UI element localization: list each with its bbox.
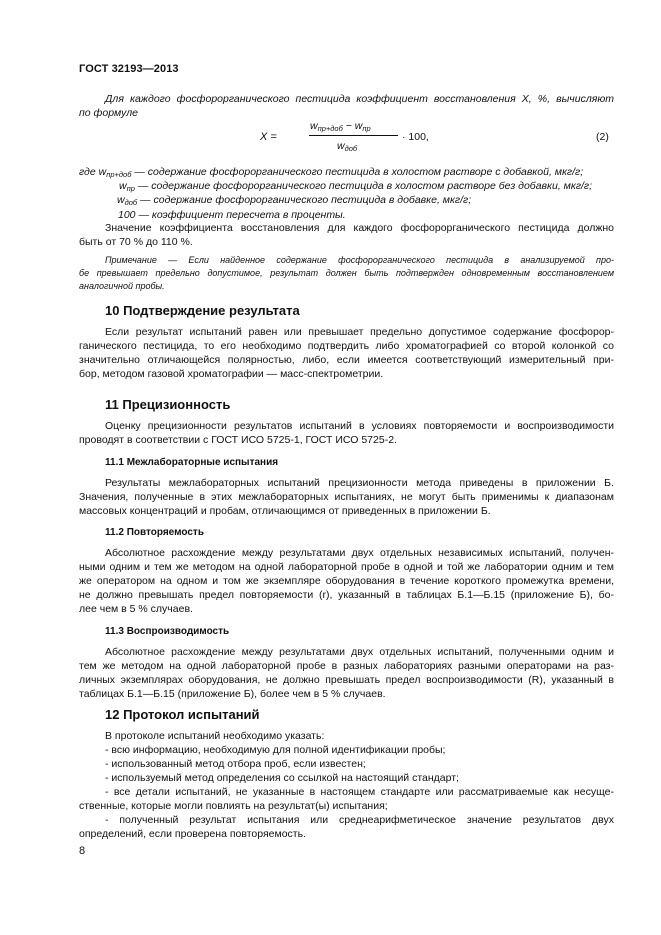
- s11-2-line-3: же оператором на одном и том же экземпляре оборудования в течение короткого промежутка времени,: [79, 575, 614, 587]
- s12-line-4: - используемый метод определения со ссылкой на настоящий стандарт;: [105, 772, 459, 784]
- s12-line-2: - всю информацию, необходимую для полной идентификации пробы;: [105, 744, 446, 756]
- s11-line-2: проводят в соответствии с ГОСТ ИСО 5725-1, ГОСТ ИСО 5725-2.: [79, 434, 397, 446]
- s12-line-7: - полученный результат испытания или среднеарифметическое значение результатов двух: [105, 814, 614, 826]
- note-line-1: Примечание — Если найденное содержание фосфорорганического пестицида в анализируемой про-: [105, 255, 614, 265]
- where-item-4: 100 — коэффициент пересчета в проценты.: [118, 209, 346, 221]
- section-10-heading: 10 Подтверждение результата: [105, 303, 300, 318]
- s10-line-1: Если результат испытаний равен или превышает предельно допустимое содержание фосфорор-: [105, 326, 614, 338]
- section-11-1-heading: 11.1 Межлабораторные испытания: [105, 457, 279, 468]
- section-11-heading: 11 Прецизионность: [105, 397, 231, 412]
- recovery-line-1: Значение коэффициента восстановления для каждого фосфорорганического пестицида должно: [105, 222, 614, 234]
- s10-line-3: значительно отличающейся полярностью, либо, если имеется соответствующий измерительный при-: [79, 354, 614, 366]
- note-line-2: бе превышает предельно допустимое, результат должен быть подтвержден одновременным восстановлением: [79, 268, 614, 278]
- s10-line-2: ганического пестицида, то его необходимо подтвердить либо хроматографией со второй колонкой со: [79, 340, 614, 352]
- intro-line-1: Для каждого фосфорорганического пестицида коэффициент восстановления X, %, вычисляют: [105, 93, 614, 105]
- s11-2-line-1: Абсолютное расхождение между результатами двух отдельных независимых испытаний, получен-: [105, 547, 614, 559]
- s11-3-line-4: таблицах Б.1—Б.15 (приложение Б), более чем в 5 % случаев.: [79, 688, 386, 700]
- s10-line-4: бор, методом газовой хроматографии — масс-спектрометрии.: [79, 368, 384, 380]
- s11-2-line-5: лее чем в 5 % случаев.: [79, 603, 193, 615]
- page-number: 8: [79, 845, 86, 857]
- section-11-3-heading: 11.3 Воспроизводимость: [105, 626, 230, 637]
- fraction-bar: [309, 135, 398, 136]
- note-line-3: аналогичной пробы.: [79, 281, 165, 291]
- s12-line-6: ственные, которые могли повлиять на результат(ы) испытания;: [79, 800, 388, 812]
- intro-line-2: по формуле: [79, 107, 138, 119]
- s11-1-line-1: Результаты межлабораторных испытаний прецизионности метода приведены в приложении Б.: [105, 477, 614, 489]
- s11-2-line-4: не должно превышать предел повторяемости (r), указанный в таблицах Б.1—Б.15 (приложение Б), бо-: [79, 589, 614, 601]
- s12-line-5: - все детали испытаний, не указанные в настоящем стандарте или рассматриваемые как несуще-: [105, 786, 614, 798]
- s12-line-1: В протоколе испытаний необходимо указать:: [105, 730, 325, 742]
- s12-line-8: определений, если проверена повторяемость.: [79, 828, 306, 840]
- s11-3-line-2: тем же методом на одной лабораторной пробе в разных лабораториях разными операторами на раз-: [79, 660, 614, 672]
- s11-2-line-2: ными одним и тем же методом на одной лабораторной пробе в одной и той же лаборатории одним и тем: [79, 561, 614, 573]
- formula-factor: · 100,: [402, 131, 429, 143]
- formula-numerator: $w_{пр+доб} - w_{пр}$: [310, 120, 371, 133]
- where-item-1: где $w_{пр+доб}$ — содержание фосфорорганического пестицида в холостом растворе с добавкой, мкг/г;: [79, 166, 584, 179]
- where-item-2: $w_{пр}$ — содержание фосфорорганического пестицида в холостом растворе без добавки, мкг/г;: [119, 180, 593, 193]
- recovery-line-2: быть от 70 % до 110 %.: [79, 236, 193, 248]
- section-11-2-heading: 11.2 Повторяемость: [105, 527, 204, 538]
- section-12-heading: 12 Протокол испытаний: [105, 707, 260, 722]
- standard-header: ГОСТ 32193—2013: [79, 63, 179, 75]
- formula-denominator: $w_{доб}$: [337, 140, 358, 153]
- formula-number: (2): [596, 131, 609, 143]
- s11-1-line-3: массовых концентраций и пробам, отличающимся от приведенных в приложении Б.: [79, 505, 491, 517]
- s12-line-3: - использованный метод отбора проб, если известен;: [105, 758, 366, 770]
- s11-1-line-2: Значения, полученные в этих межлабораторных испытаниях, не могут быть применимы к диапазонам: [79, 491, 614, 503]
- s11-line-1: Оценку прецизионности результатов испытаний в условиях повторяемости и воспроизводимости: [105, 420, 614, 432]
- where-item-3: $w_{доб}$ — содержание фосфорорганического пестицида в добавке, мкг/г;: [117, 194, 472, 207]
- s11-3-line-1: Абсолютное расхождение между результатами двух отдельных испытаний, полученными одним и: [105, 646, 614, 658]
- formula-lhs: X =: [260, 131, 277, 143]
- s11-3-line-3: личных экземплярах оборудования, не должно превышать предел воспроизводимости (R), указанный в: [79, 674, 614, 686]
